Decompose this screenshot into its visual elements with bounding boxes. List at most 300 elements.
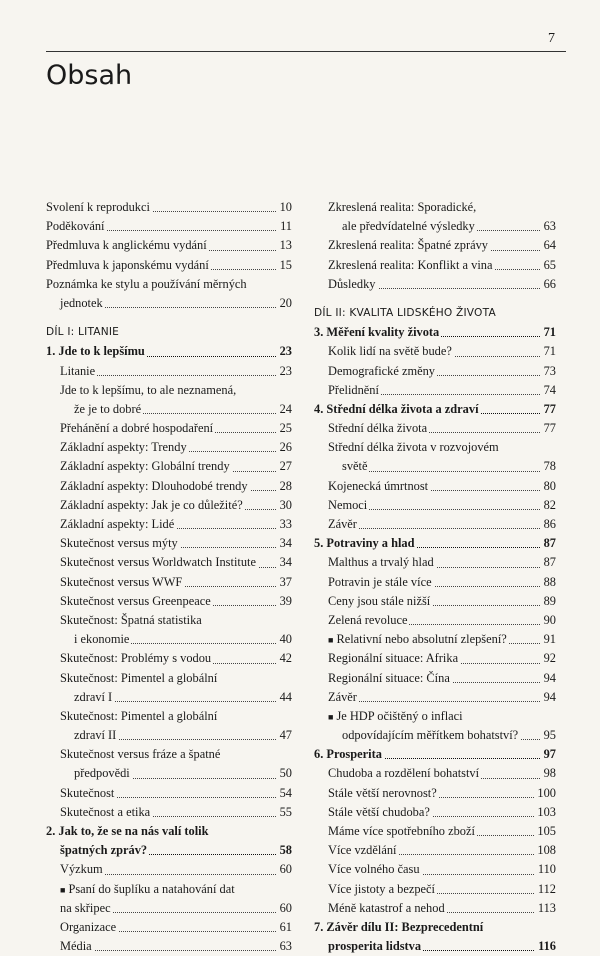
toc-entry-text: Jde to k lepšímu, to ale neznamená,	[60, 382, 237, 397]
toc-entry-text: že je to dobré	[74, 401, 142, 416]
toc-page-number: 60	[277, 860, 292, 879]
toc-entry-label	[60, 594, 213, 608]
toc-entry-label	[60, 805, 152, 819]
toc-entry[interactable]	[314, 438, 556, 457]
toc-page-number: 90	[541, 611, 556, 630]
toc-entry-text: Ceny jsou stále nižší	[328, 593, 431, 608]
toc-entry-text: Stále větší nerovnost?	[328, 785, 437, 800]
toc-page-number: 10	[277, 198, 292, 217]
toc-page-number: 13	[277, 236, 292, 255]
toc-entry[interactable]	[46, 688, 292, 707]
toc-entry-label	[60, 709, 219, 723]
toc-entry-label	[328, 344, 454, 358]
toc-page-number: 61	[277, 918, 292, 937]
toc-page-number: 113	[535, 899, 556, 918]
toc-entry-label	[328, 862, 422, 876]
toc-page-number: 94	[541, 688, 556, 707]
toc-entry[interactable]	[314, 592, 556, 611]
toc-page-number: 86	[541, 515, 556, 534]
toc-entry-label	[60, 786, 116, 800]
toc-entry-text: 3. Měření kvality života	[314, 325, 440, 340]
toc-entry[interactable]	[46, 784, 292, 803]
dot-leader	[60, 950, 292, 951]
toc-entry[interactable]	[46, 592, 292, 611]
toc-entry[interactable]	[314, 362, 556, 381]
toc-column-left	[46, 198, 292, 956]
toc-entry[interactable]	[46, 630, 292, 649]
toc-entry-label	[328, 383, 381, 397]
square-bullet-icon: ■	[60, 884, 66, 895]
toc-entry-label	[60, 296, 105, 310]
toc-entry-label	[328, 421, 429, 435]
toc-page-number: 88	[541, 573, 556, 592]
toc-entry[interactable]	[314, 899, 556, 918]
toc-entry[interactable]	[46, 294, 292, 313]
toc-page-number: 71	[541, 323, 556, 342]
toc-page-number: 105	[534, 822, 556, 841]
toc-entry-text: světě	[342, 459, 368, 474]
toc-page-number: 37	[277, 573, 292, 592]
toc-entry-label	[328, 939, 423, 953]
toc-entry-label	[46, 258, 211, 272]
toc-entry-label	[60, 364, 97, 378]
toc-entry-text: špatných zpráv?	[60, 843, 148, 858]
toc-page-number: 44	[277, 688, 292, 707]
toc-page-number: 82	[541, 496, 556, 515]
toc-entry-text: Skutečnost: Špatná statistika	[60, 612, 202, 627]
toc-page-number: 40	[277, 630, 292, 649]
toc-entry-label	[74, 690, 114, 704]
toc-entry[interactable]	[314, 726, 556, 745]
toc-entry[interactable]	[46, 899, 292, 918]
toc-entry-label	[328, 632, 509, 646]
toc-entry-text: předpovědi	[74, 766, 130, 781]
toc-entry-text: Zkreslená realita: Konflikt a vina	[328, 257, 493, 272]
toc-entry-text: Zkreslená realita: Špatné zprávy	[328, 238, 488, 253]
toc-entry[interactable]	[46, 937, 292, 956]
toc-entry[interactable]	[314, 217, 556, 236]
toc-entry-text: jednotek	[60, 295, 103, 310]
toc-page-number: 34	[277, 553, 292, 572]
toc-entry-text: Předmluva k anglickému vydání	[46, 238, 207, 253]
toc-entry-label	[46, 824, 210, 838]
toc-entry-label	[74, 728, 118, 742]
toc-entry-label	[328, 843, 398, 857]
toc-entry-label	[342, 728, 520, 742]
toc-entry-text: 5. Potraviny a hlad	[314, 536, 415, 551]
toc-entry[interactable]	[314, 860, 556, 879]
toc-entry-text: Skutečnost versus fráze a špatné	[60, 747, 221, 762]
toc-page-number: 92	[541, 649, 556, 668]
toc-entry-text: Regionální situace: Afrika	[328, 651, 459, 666]
toc-entry-text: Více volného času	[328, 862, 420, 877]
toc-entry-text: i ekonomie	[74, 632, 130, 647]
toc-entry-label	[328, 277, 378, 291]
toc-page-number: 58	[277, 841, 292, 860]
toc-entry-text: 1. Jde to k lepšímu	[46, 344, 145, 359]
toc-entry-text: Stále větší chudoba?	[328, 804, 430, 819]
toc-entry-text: Předmluva k japonskému vydání	[46, 257, 209, 272]
toc-entry-text: Malthus a trvalý hlad	[328, 555, 434, 570]
toc-entry-label	[328, 901, 447, 915]
toc-page-number: 108	[534, 841, 556, 860]
toc-page-number: 33	[277, 515, 292, 534]
toc-page-number: 71	[541, 342, 556, 361]
toc-entry-label	[328, 766, 481, 780]
toc-entry-label	[74, 632, 131, 646]
toc-entry[interactable]	[314, 822, 556, 841]
toc-entry-label	[328, 555, 436, 569]
toc-entry-label	[328, 258, 494, 272]
toc-entry-label	[60, 671, 219, 685]
toc-entry-label	[314, 402, 481, 416]
toc-entry-text: zdraví II	[74, 728, 117, 743]
toc-page-number: 25	[277, 419, 292, 438]
part-heading: DÍL I: LITANIE	[46, 326, 120, 339]
toc-entry-label	[60, 862, 105, 876]
toc-entry[interactable]	[46, 803, 292, 822]
toc-entry[interactable]	[314, 236, 556, 255]
toc-page-number: 27	[277, 457, 292, 476]
toc-entry-text: Skutečnost: Problémy s vodou	[60, 651, 212, 666]
toc-entry-label	[328, 805, 432, 819]
toc-entry-label	[60, 747, 222, 761]
toc-entry[interactable]	[314, 841, 556, 860]
toc-entry-text: Základní aspekty: Jak je co důležité?	[60, 497, 243, 512]
toc-entry-text: Více jistoty a bezpečí	[328, 881, 435, 896]
toc-entry[interactable]	[46, 419, 292, 438]
toc-entry-text: Přelidnění	[328, 382, 379, 397]
toc-chapter-entry[interactable]	[46, 342, 292, 361]
toc-entry[interactable]	[46, 611, 292, 630]
toc-entry-label	[60, 939, 94, 953]
toc-entry-text: ale předvídatelné výsledky	[342, 219, 475, 234]
toc-entry-label	[328, 613, 409, 627]
toc-entry-text: Skutečnost versus Greenpeace	[60, 593, 211, 608]
toc-entry-text: odpovídajícím měřítkem bohatství?	[342, 728, 519, 743]
toc-page-number: 103	[534, 803, 556, 822]
toc-page-number: 65	[541, 256, 556, 275]
toc-entry-text: Střední délka života	[328, 421, 428, 436]
square-bullet-icon: ■	[328, 635, 334, 646]
toc-entry-text: Litanie	[60, 363, 96, 378]
toc-entry-label	[342, 219, 477, 233]
toc-entry-label	[46, 200, 152, 214]
toc-entry-text: Skutečnost versus WWF	[60, 574, 183, 589]
toc-entry-label	[328, 594, 432, 608]
toc-entry[interactable]	[314, 880, 556, 899]
toc-entry[interactable]	[46, 745, 292, 764]
toc-entry-text: 6. Prosperita	[314, 747, 382, 762]
toc-entry-label	[60, 901, 113, 915]
toc-page-number: 50	[277, 764, 292, 783]
toc-entry[interactable]	[46, 649, 292, 668]
toc-page-number: 100	[534, 784, 556, 803]
toc-page-number: 116	[535, 937, 556, 956]
toc-entry-label	[328, 786, 439, 800]
toc-entry[interactable]	[314, 381, 556, 400]
toc-page-number: 66	[541, 275, 556, 294]
toc-chapter-entry[interactable]	[314, 937, 556, 956]
toc-page-number: 47	[277, 726, 292, 745]
toc-entry[interactable]	[46, 534, 292, 553]
toc-entry-label	[328, 498, 369, 512]
dot-leader	[342, 471, 556, 472]
toc-page-number: 87	[541, 553, 556, 572]
toc-entry-text: Skutečnost	[60, 785, 115, 800]
header-rule	[46, 51, 566, 52]
toc-entry-label	[60, 575, 184, 589]
toc-entry-label	[60, 421, 215, 435]
toc-entry-text: prosperita lidstva	[328, 939, 422, 954]
toc-page-number: 26	[277, 438, 292, 457]
toc-page-number: 20	[277, 294, 292, 313]
toc-page-number: 63	[541, 217, 556, 236]
toc-entry-text: Potravin je stále více	[328, 574, 432, 589]
toc-entry[interactable]	[314, 198, 556, 217]
toc-entry[interactable]	[46, 256, 292, 275]
toc-chapter-entry[interactable]	[46, 841, 292, 860]
toc-entry[interactable]	[46, 198, 292, 217]
toc-entry-text: Základní aspekty: Trendy	[60, 440, 187, 455]
toc-entry-text: Psaní do šuplíku a natahování dat	[68, 881, 235, 896]
page-title: Obsah	[46, 60, 133, 91]
toc-entry-label	[46, 277, 249, 291]
toc-entry-text: Základní aspekty: Globální trendy	[60, 459, 230, 474]
toc-entry-text: Demografické změny	[328, 363, 435, 378]
toc-entry[interactable]	[46, 515, 292, 534]
toc-page-number: 30	[277, 496, 292, 515]
toc-entry-label	[328, 479, 430, 493]
toc-entry-text: Přehánění a dobré hospodaření	[60, 421, 214, 436]
toc-entry[interactable]	[314, 342, 556, 361]
toc-page-number: 34	[277, 534, 292, 553]
section-gap	[46, 313, 292, 323]
toc-entry-text: Skutečnost versus Worldwatch Institute	[60, 555, 256, 570]
toc-entry[interactable]	[46, 217, 292, 236]
toc-entry[interactable]	[46, 400, 292, 419]
toc-entry-label	[60, 651, 213, 665]
toc-entry-label	[46, 344, 147, 358]
toc-entry-text: Poznámka ke stylu a používání měrných	[46, 276, 247, 291]
toc-entry-label	[314, 325, 441, 339]
toc-entry[interactable]	[46, 918, 292, 937]
toc-entry[interactable]	[46, 438, 292, 457]
toc-entry[interactable]	[314, 688, 556, 707]
toc-entry-text: Poděkování	[46, 219, 105, 234]
toc-entry-label	[328, 440, 501, 454]
toc-page-number: 110	[535, 860, 556, 879]
toc-page-number: 89	[541, 592, 556, 611]
toc-entry-label	[328, 575, 434, 589]
toc-entry[interactable]	[314, 573, 556, 592]
toc-entry-label	[328, 651, 460, 665]
toc-entry-label	[74, 766, 132, 780]
toc-entry-label	[328, 517, 359, 531]
toc-entry-text: Média	[60, 939, 92, 954]
toc-entry[interactable]	[314, 630, 556, 649]
section-gap	[314, 294, 556, 304]
toc-chapter-entry[interactable]	[314, 918, 556, 937]
toc-entry-text: Regionální situace: Čína	[328, 670, 450, 685]
toc-entry-label	[60, 479, 250, 493]
toc-entry[interactable]	[46, 860, 292, 879]
toc-page-number: 87	[541, 534, 556, 553]
toc-entry-label	[60, 920, 118, 934]
toc-entry-text: 4. Střední délka života a zdraví	[314, 401, 479, 416]
toc-entry-label	[60, 498, 245, 512]
toc-page-number: 77	[541, 419, 556, 438]
toc-entry-text: Kojenecká úmrtnost	[328, 478, 429, 493]
toc-chapter-entry[interactable]	[46, 822, 292, 841]
toc-page-number: 98	[541, 764, 556, 783]
toc-entry-label	[60, 555, 258, 569]
toc-entry[interactable]	[46, 707, 292, 726]
toc-entry[interactable]	[46, 236, 292, 255]
toc-chapter-entry[interactable]	[314, 400, 556, 419]
toc-entry-text: Zkreslená realita: Sporadické,	[328, 200, 477, 214]
toc-chapter-entry[interactable]	[314, 323, 556, 342]
toc-page-number: 78	[541, 457, 556, 476]
toc-page-number: 64	[541, 236, 556, 255]
toc-entry[interactable]	[46, 726, 292, 745]
toc-entry[interactable]	[46, 880, 292, 899]
toc-entry-text: Skutečnost: Pimentel a globální	[60, 708, 218, 723]
toc-entry-text: zdraví I	[74, 689, 113, 704]
toc-page-number: 91	[541, 630, 556, 649]
toc-entry-label	[60, 383, 238, 397]
toc-entry[interactable]	[314, 649, 556, 668]
toc-entry-label	[328, 824, 477, 838]
toc-entry-label	[328, 709, 465, 723]
toc-page-number: 24	[277, 400, 292, 419]
toc-chapter-entry[interactable]	[314, 534, 556, 553]
toc-entry[interactable]	[314, 419, 556, 438]
toc-page-number: 112	[535, 880, 556, 899]
toc-page-number: 55	[277, 803, 292, 822]
toc-entry-label	[60, 459, 232, 473]
part-heading: DÍL II: KVALITA LIDSKÉHO ŽIVOTA	[314, 306, 496, 319]
toc-entry[interactable]	[314, 256, 556, 275]
square-bullet-icon: ■	[328, 711, 334, 722]
toc-page-number: 73	[541, 362, 556, 381]
toc-entry[interactable]	[314, 784, 556, 803]
toc-entry-label	[314, 747, 384, 761]
toc-entry[interactable]	[314, 707, 556, 726]
toc-entry[interactable]	[46, 496, 292, 515]
toc-entry-text: Základní aspekty: Dlouhodobé trendy	[60, 478, 248, 493]
toc-entry-text: Výzkum	[60, 862, 103, 877]
toc-entry[interactable]	[314, 553, 556, 572]
toc-entry-label	[46, 219, 107, 233]
toc-entry-text: Závěr	[328, 689, 357, 704]
toc-entry[interactable]	[46, 275, 292, 294]
toc-entry-text: Relativní nebo absolutní zlepšení?	[336, 632, 507, 647]
toc-entry[interactable]	[46, 764, 292, 783]
toc-entry-text: Chudoba a rozdělení bohatství	[328, 766, 480, 781]
toc-entry[interactable]	[314, 764, 556, 783]
toc-entry[interactable]	[314, 477, 556, 496]
toc-entry[interactable]	[314, 457, 556, 476]
toc-page-number: 15	[277, 256, 292, 275]
toc-entry[interactable]	[46, 553, 292, 572]
toc-entry-label	[46, 238, 209, 252]
toc-page-number: 94	[541, 669, 556, 688]
toc-entry-text: Závěr	[328, 517, 357, 531]
toc-page-number: 54	[277, 784, 292, 803]
toc-page-number: 77	[541, 400, 556, 419]
toc-entry[interactable]	[314, 803, 556, 822]
toc-page-number: 23	[277, 362, 292, 381]
toc-entry-text: 7. Závěr dílu II: Bezprecedentní	[314, 919, 484, 934]
toc-entry-text: Je HDP očištěný o inflaci	[336, 708, 463, 723]
toc-entry-text: Skutečnost a etika	[60, 804, 151, 819]
toc-entry-text: Kolik lidí na světě bude?	[328, 344, 452, 359]
toc-entry-text: Svolení k reprodukci	[46, 200, 150, 214]
toc-page-number: 23	[277, 342, 292, 361]
toc-page-number: 63	[277, 937, 292, 956]
toc-entry[interactable]	[46, 669, 292, 688]
toc-entry-label	[60, 882, 237, 896]
toc-entry-text: Důsledky	[328, 276, 376, 291]
toc-entry[interactable]	[46, 477, 292, 496]
toc-entry-text: Organizace	[60, 919, 117, 934]
toc-page-number: 74	[541, 381, 556, 400]
toc-entry[interactable]	[46, 457, 292, 476]
dot-leader	[328, 701, 556, 702]
toc-entry-label	[60, 843, 149, 857]
toc-entry[interactable]	[314, 515, 556, 534]
toc-entry-label	[328, 690, 359, 704]
toc-entry-text: Více vzdělání	[328, 843, 397, 858]
toc-entry-text: na skřipec	[60, 900, 111, 915]
toc-entry[interactable]	[314, 275, 556, 294]
toc-entry-label	[60, 517, 176, 531]
toc-entry-text: Skutečnost: Pimentel a globální	[60, 670, 218, 685]
toc-entry-label	[342, 459, 369, 473]
toc-entry-text: Nemoci	[328, 497, 368, 512]
toc-entry-text: Základní aspekty: Lidé	[60, 517, 175, 531]
toc-entry[interactable]	[314, 669, 556, 688]
toc-page-number: 11	[277, 217, 292, 236]
toc-entry-text: Zelená revoluce	[328, 612, 408, 627]
toc-entry[interactable]	[46, 362, 292, 381]
toc-entry-label	[60, 536, 180, 550]
toc-page-number: 42	[277, 649, 292, 668]
toc-entry[interactable]	[314, 496, 556, 515]
toc-entry-text: Méně katastrof a nehod	[328, 900, 445, 915]
toc-column-right	[314, 198, 556, 956]
toc-page-number: 39	[277, 592, 292, 611]
toc-entry-label	[328, 671, 452, 685]
toc-entry-label	[314, 536, 417, 550]
toc-entry-text: Máme více spotřebního zboží	[328, 824, 475, 838]
toc-entry[interactable]	[46, 573, 292, 592]
toc-page-number: 60	[277, 899, 292, 918]
toc-entry-label	[60, 440, 189, 454]
toc-entry-text: Skutečnost versus mýty	[60, 536, 178, 551]
toc-entry-label	[74, 402, 143, 416]
toc-entry-label	[328, 364, 437, 378]
toc-entry-label	[328, 238, 490, 252]
page-number: 7	[548, 31, 555, 46]
toc-entry-text: 2. Jak to, že se na nás valí tolik	[46, 824, 209, 838]
toc-chapter-entry[interactable]	[314, 745, 556, 764]
toc-entry-label	[60, 613, 204, 627]
toc-entry[interactable]	[314, 611, 556, 630]
toc-entry[interactable]	[46, 381, 292, 400]
toc-entry-label	[314, 920, 485, 934]
